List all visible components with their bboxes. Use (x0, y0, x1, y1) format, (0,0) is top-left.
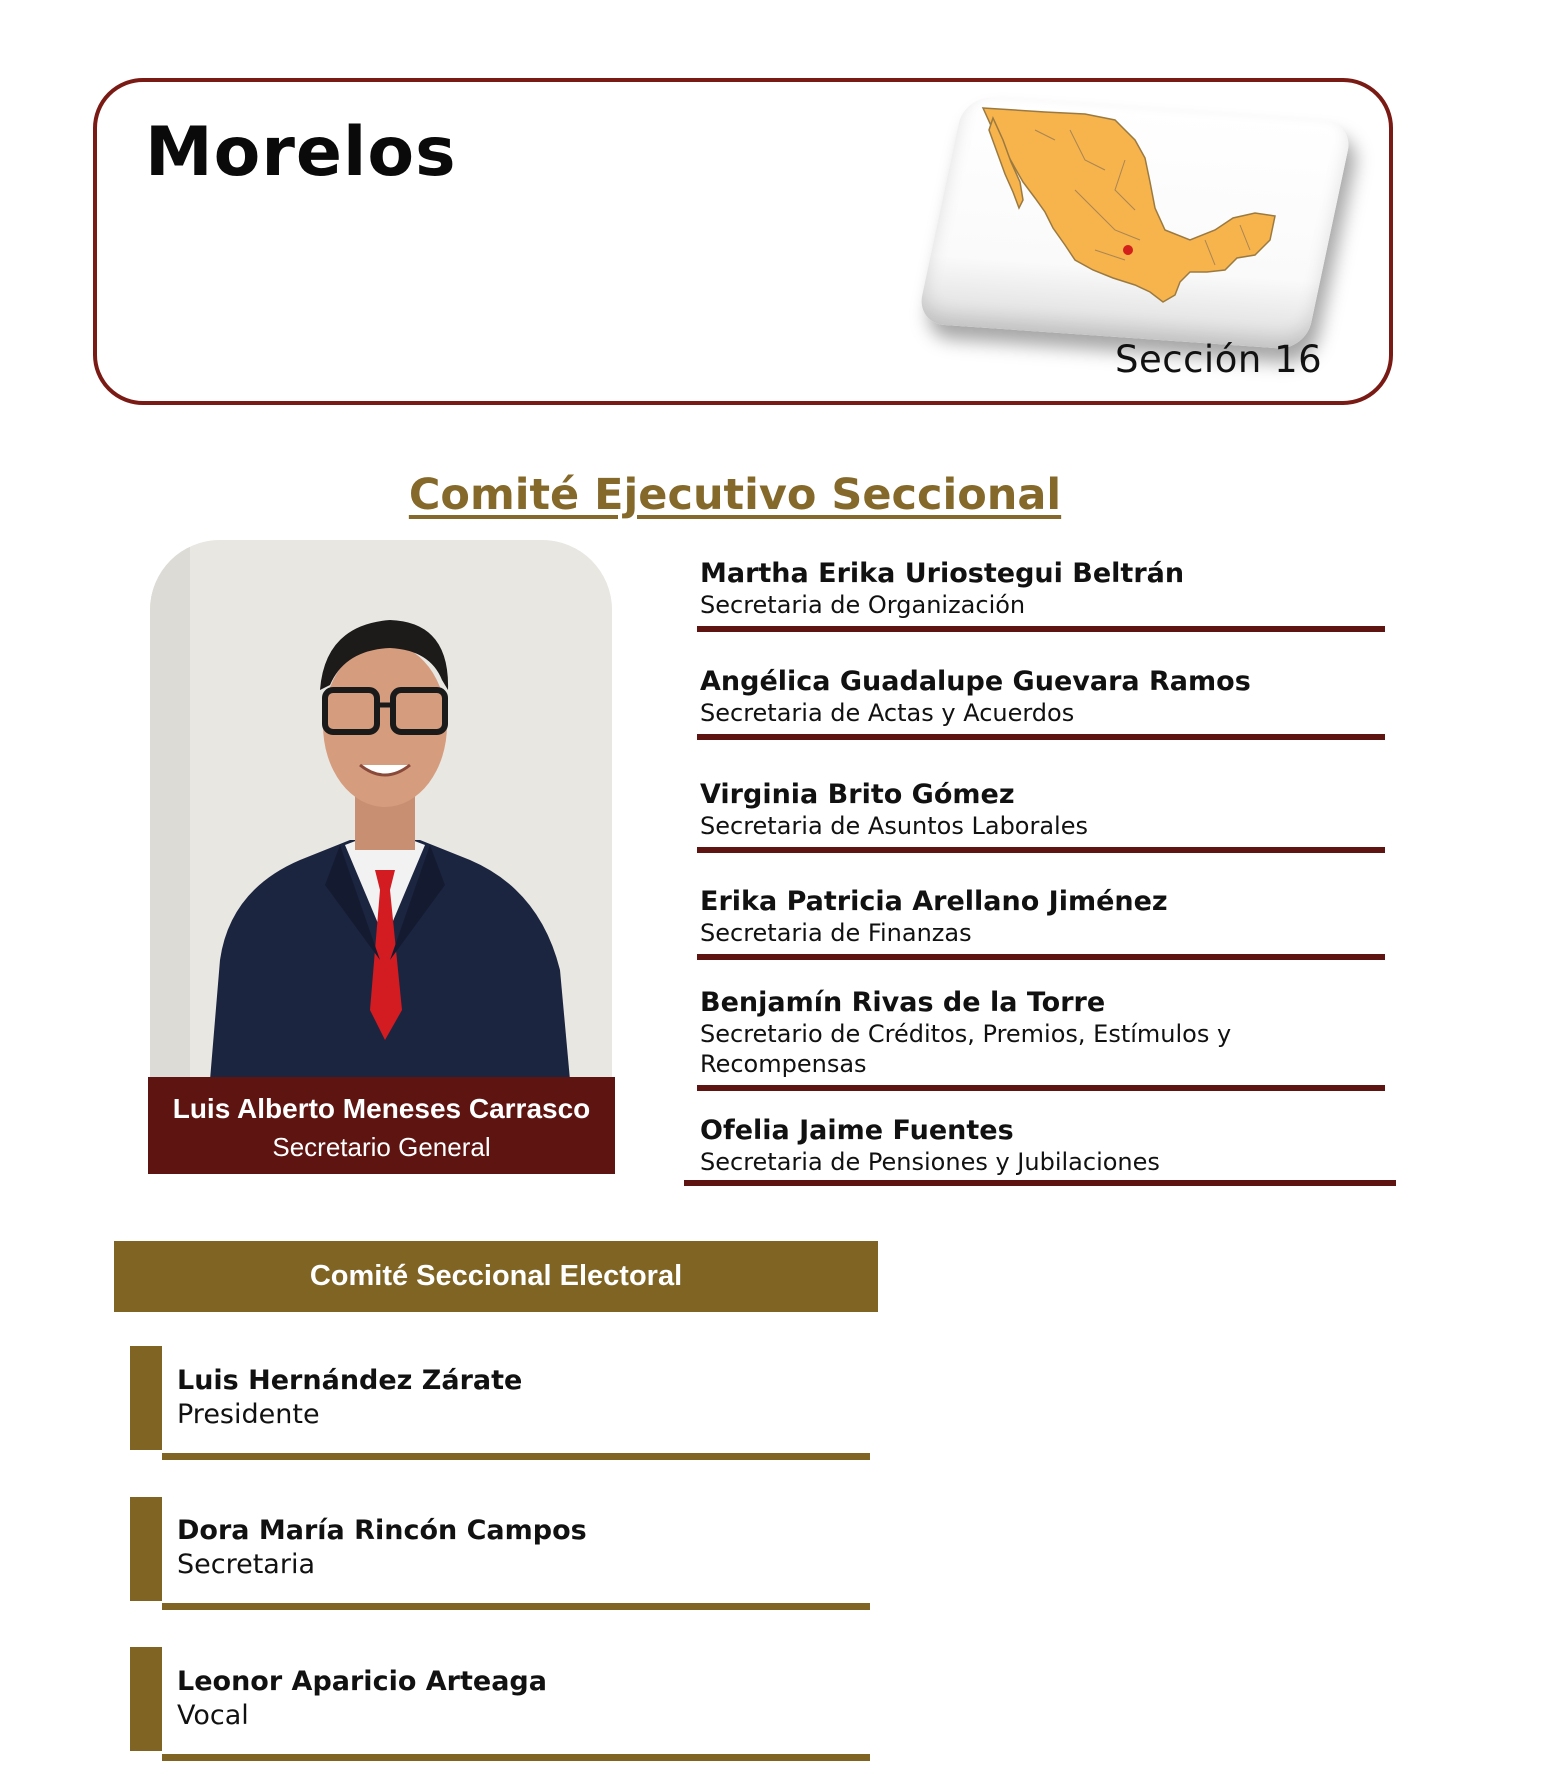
electoral-member (177, 1364, 522, 1432)
electoral-divider (162, 1754, 870, 1761)
exec-member-role: Secretaria de Actas y Acuerdos (700, 699, 1075, 727)
electoral-member-role: Presidente (177, 1399, 320, 1430)
exec-member-name: Angélica Guadalupe Guevara Ramos (700, 666, 1251, 697)
electoral-member (177, 1665, 547, 1733)
exec-member (700, 558, 1380, 620)
exec-divider (697, 954, 1385, 960)
electoral-accent-block (130, 1647, 162, 1751)
exec-member (700, 886, 1380, 948)
leader-photo (150, 540, 612, 1080)
mexico-map-icon (975, 100, 1305, 330)
exec-divider (684, 1180, 1396, 1186)
exec-member (700, 987, 1320, 1079)
exec-member-name: Benjamín Rivas de la Torre (700, 987, 1106, 1018)
executive-committee-title: Comité Ejecutivo Seccional (408, 470, 1062, 520)
exec-member-role: Secretaria de Organización (700, 591, 1026, 619)
exec-divider (697, 626, 1385, 632)
electoral-member-name: Luis Hernández Zárate (177, 1365, 523, 1396)
state-title: Morelos (145, 113, 457, 192)
leader-role: Secretario General (272, 1132, 491, 1162)
exec-divider (697, 1085, 1385, 1091)
exec-member (700, 779, 1380, 841)
exec-divider (697, 847, 1385, 853)
exec-member-name: Martha Erika Uriostegui Beltrán (700, 558, 1185, 589)
exec-member-role: Secretario de Créditos, Premios, Estímulos y Recompensas (700, 1020, 1232, 1078)
electoral-committee-title: Comité Seccional Electoral (114, 1241, 878, 1312)
leader-name: Luis Alberto Meneses Carrasco (172, 1093, 591, 1124)
exec-divider (697, 734, 1385, 740)
exec-member-name: Ofelia Jaime Fuentes (700, 1115, 1014, 1146)
exec-member (700, 1115, 1380, 1177)
exec-member-role: Secretaria de Finanzas (700, 919, 972, 947)
electoral-divider (162, 1453, 870, 1460)
exec-member-role: Secretaria de Asuntos Laborales (700, 812, 1088, 840)
electoral-member-name: Leonor Aparicio Arteaga (177, 1666, 547, 1697)
exec-member-name: Erika Patricia Arellano Jiménez (700, 886, 1168, 917)
electoral-member (177, 1514, 587, 1582)
leader-caption (148, 1077, 615, 1174)
exec-member-role: Secretaria de Pensiones y Jubilaciones (700, 1148, 1160, 1176)
exec-member-name: Virginia Brito Gómez (700, 779, 1015, 810)
exec-member (700, 666, 1380, 728)
section-label: Sección 16 (1115, 338, 1323, 381)
electoral-accent-block (130, 1346, 162, 1450)
electoral-member-role: Secretaria (177, 1549, 315, 1580)
electoral-accent-block (130, 1497, 162, 1601)
electoral-member-role: Vocal (177, 1700, 249, 1731)
electoral-divider (162, 1603, 870, 1610)
electoral-member-name: Dora María Rincón Campos (177, 1515, 587, 1546)
